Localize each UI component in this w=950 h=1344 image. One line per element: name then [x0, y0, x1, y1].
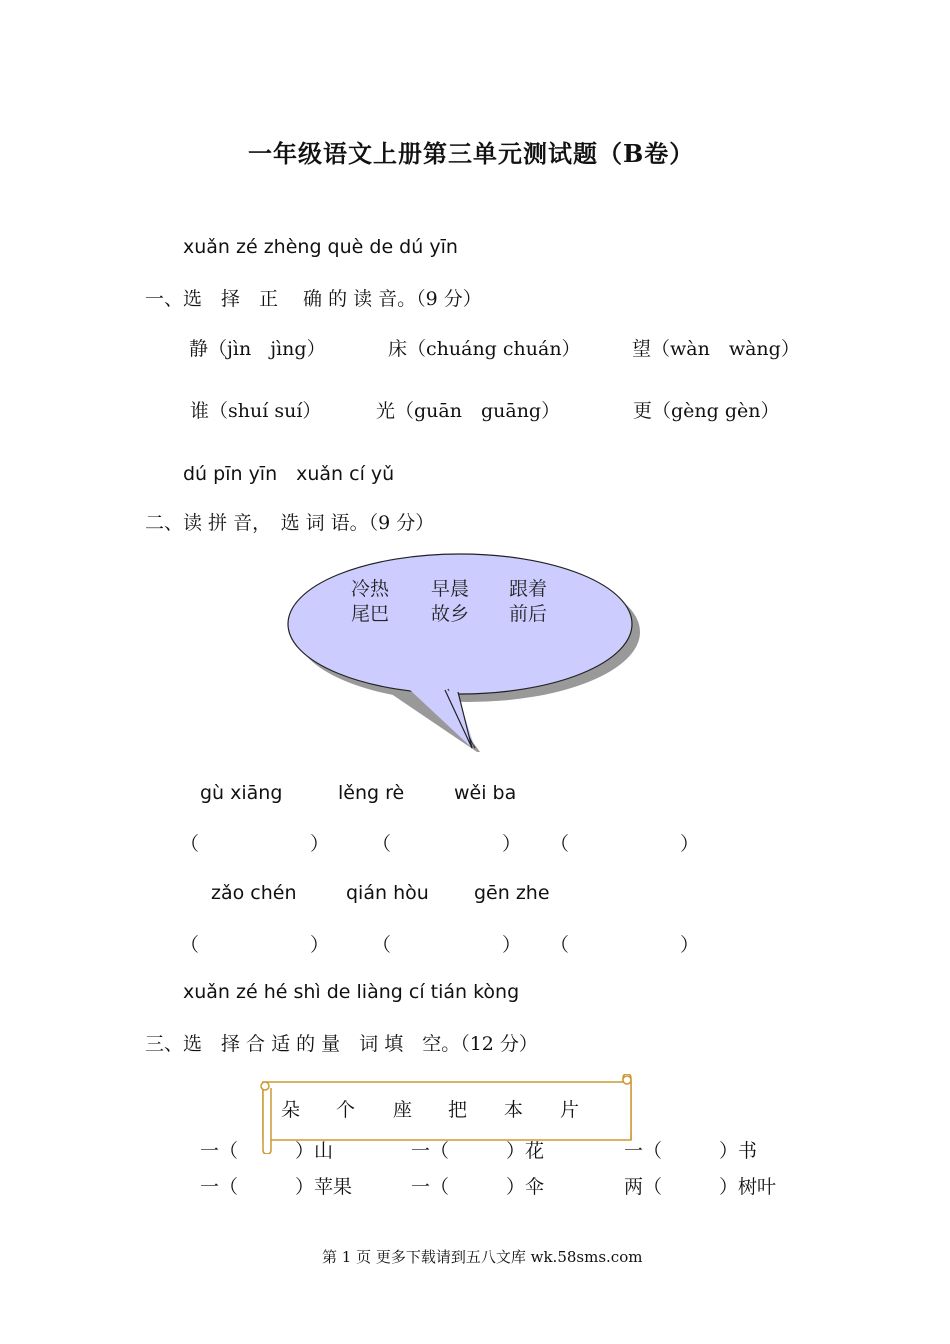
section2-heading: 二、读 拼 音， 选 词 语。（9 分） — [145, 512, 435, 534]
section1-heading: 一、选 择 正 确 的 读 音。（9 分） — [145, 288, 482, 310]
measure-word: 座 — [393, 1099, 413, 1121]
bubble-word: 故乡 — [431, 603, 470, 625]
section1-option: 床（chuáng chuán） — [388, 338, 581, 360]
bubble-word: 早晨 — [431, 578, 470, 600]
section3-heading: 三、选 择 合 适 的 量 词 填 空。（12 分） — [145, 1033, 538, 1055]
measure-word: 把 — [448, 1099, 468, 1121]
measure-word: 片 — [560, 1099, 580, 1121]
bubble-word: 冷热 — [351, 578, 390, 600]
measure-word: 个 — [336, 1099, 356, 1121]
bubble-word: 尾巴 — [351, 603, 390, 625]
page-title: 一年级语文上册第三单元测试题（B卷） — [248, 139, 695, 168]
section1-option: 光（guān guāng） — [376, 400, 561, 422]
pinyin-prompt: gù xiāng — [200, 782, 283, 804]
bubble-tail — [400, 640, 490, 760]
pinyin-prompt: wěi ba — [454, 782, 517, 804]
fill-item[interactable]: 一（ ）花 — [411, 1140, 545, 1162]
measure-word: 朵 — [281, 1099, 301, 1121]
answer-blank[interactable]: （ ） — [550, 934, 707, 956]
fill-item[interactable]: 一（ ）伞 — [411, 1176, 545, 1198]
answer-blank[interactable]: （ ） — [372, 934, 529, 956]
section2-pinyin: dú pīn yīn xuǎn cí yǔ — [183, 463, 395, 485]
fill-item[interactable]: 一（ ）山 — [200, 1140, 334, 1162]
answer-blank[interactable]: （ ） — [180, 833, 337, 855]
pinyin-prompt: zǎo chén — [211, 882, 297, 904]
section1-option: 望（wàn wàng） — [632, 338, 800, 360]
bubble-word: 跟着 — [509, 578, 548, 600]
page-footer: 第 1 页 更多下载请到五八文库 wk.58sms.com — [322, 1248, 643, 1266]
pinyin-prompt: gēn zhe — [474, 882, 550, 904]
bubble-word: 前后 — [509, 603, 548, 625]
answer-blank[interactable]: （ ） — [372, 833, 529, 855]
section1-option: 谁（shuí suí） — [190, 400, 322, 422]
fill-item[interactable]: 两（ ）树叶 — [624, 1176, 777, 1198]
measure-word: 本 — [504, 1099, 524, 1121]
section1-option: 更（gèng gèn） — [633, 400, 780, 422]
fill-item[interactable]: 一（ ）苹果 — [200, 1176, 353, 1198]
section3-pinyin: xuǎn zé hé shì de liàng cí tián kòng — [183, 981, 520, 1003]
answer-blank[interactable]: （ ） — [550, 833, 707, 855]
section1-option: 静（jìn jìng） — [189, 338, 326, 360]
section1-pinyin: xuǎn zé zhèng què de dú yīn — [183, 236, 458, 258]
fill-item[interactable]: 一（ ）书 — [624, 1140, 758, 1162]
pinyin-prompt: qián hòu — [346, 882, 429, 904]
answer-blank[interactable]: （ ） — [180, 934, 337, 956]
pinyin-prompt: lěng rè — [338, 782, 405, 804]
